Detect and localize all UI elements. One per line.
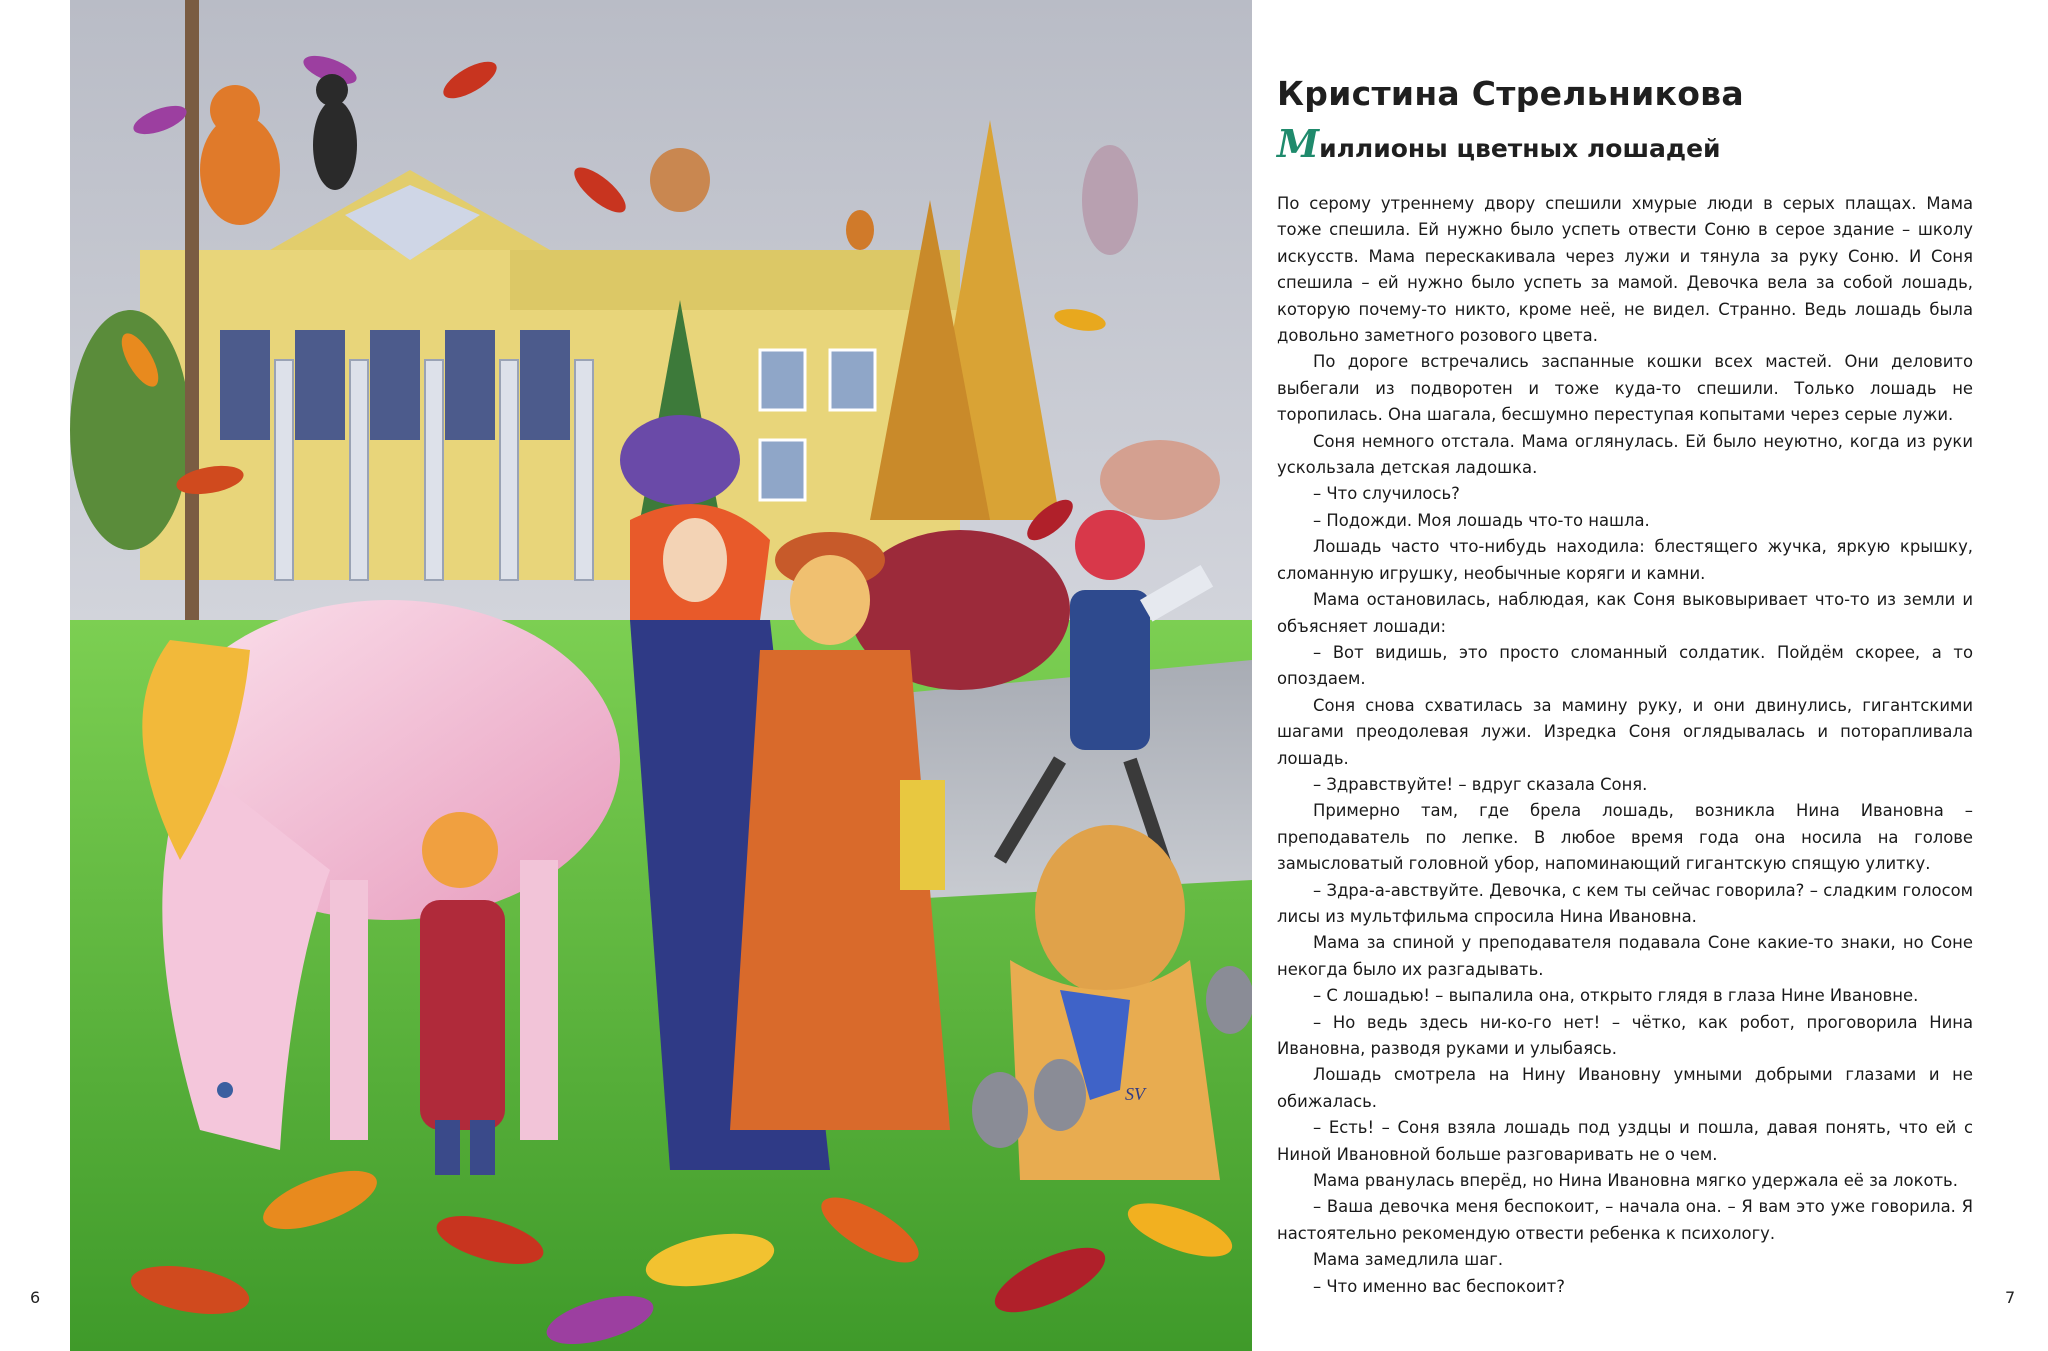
dialogue-line: – Что именно вас беспокоит?	[1313, 1276, 1565, 1296]
paragraph: Примерно там, где брела лошадь, возникла Нина Ивановна – преподаватель по лепке. В любое время года она носила на голове замысловатый головной убор, напоминающий гигантскую спящую улитку.	[1277, 801, 1973, 874]
paragraph: Соня снова схватилась за мамину руку, и они двинулись, гигантскими шагами преодолевая лужи. Изредка Соня оглядывалась и поторапливала лошадь.	[1277, 695, 1973, 768]
paragraph: Соня немного отстала. Мама оглянулась. Ей было неуютно, когда из руки ускользала детская ладошка.	[1277, 431, 1973, 478]
paragraph: Лошадь смотрела на Нину Ивановну умными добрыми глазами и не обижалась.	[1277, 1065, 1973, 1111]
text-column	[1277, 74, 1973, 1300]
paragraph: Мама рванулась вперёд, но Нина Ивановна мягко удержала её за локоть.	[1313, 1171, 1958, 1191]
author-name: Кристина Стрельникова	[1277, 74, 1744, 113]
dialogue-line: – Что случилось?	[1313, 484, 1460, 504]
dialogue-line: – Ваша девочка меня беспокоит, – начала она. – Я вам это уже говорила. Я настоятельно рекомендую отвести ребенка к психологу.	[1277, 1197, 1973, 1243]
paragraph: Мама остановилась, наблюдая, как Соня выковыривает что-то из земли и объясняет лошади:	[1277, 590, 1973, 636]
dialogue-line: – Здра-а-авствуйте. Девочка, с кем ты сейчас говорила? – сладким голосом лисы из мультфильма спросила Нина Ивановна.	[1277, 880, 1973, 926]
illustration	[70, 0, 1252, 1351]
story-body	[1277, 191, 1973, 1300]
dialogue-line: – С лошадью! – выпалила она, открыто глядя в глаза Нине Ивановне.	[1313, 986, 1919, 1006]
dialogue-line: – Подожди. Моя лошадь что-то нашла.	[1313, 510, 1650, 530]
page-number-right: 7	[2005, 1288, 2016, 1307]
illustration-art	[70, 0, 1252, 1351]
page-number-left: 6	[30, 1288, 41, 1307]
paragraph: По серому утреннему двору спешили хмурые люди в серых плащах. Мама тоже спешила. Ей нужно было успеть отвести Соню в серое здание – школу искусств. Мама перескакивала через лужи и тянула за руку Соню. И Соня спешила – ей нужно было успеть за мамой. Девочка вела за собой лошадь, которую почему-то никто, кроме неё, не видел. Странно. Ведь лошадь была довольно заметного розового цвета.	[1277, 194, 1973, 346]
dialogue-line: – Вот видишь, это просто сломанный солдатик. Пойдём скорее, а то опоздаем.	[1277, 642, 1973, 689]
paragraph: Мама за спиной у преподавателя подавала Соне какие-то знаки, но Соне некогда было их разгадывать.	[1277, 933, 1973, 979]
story-title	[1277, 121, 1973, 167]
artist-signature: SV	[1125, 1084, 1145, 1104]
child-soniya	[420, 812, 505, 1175]
title-initial: М	[1277, 121, 1320, 166]
paragraph: Мама замедлила шаг.	[1313, 1250, 1504, 1270]
dialogue-line: – Здравствуйте! – вдруг сказала Соня.	[1313, 774, 1648, 794]
dialogue-line: – Есть! – Соня взяла лошадь под уздцы и пошла, давая понять, что ей с Ниной Ивановной больше разговаривать не о чем.	[1277, 1118, 1973, 1164]
dialogue-line: – Но ведь здесь ни-ко-го нет! – чётко, как робот, проговорила Нина Ивановна, разводя руками и улыбаясь.	[1277, 1012, 1973, 1058]
paragraph: Лошадь часто что-нибудь находила: блестящего жучка, яркую крышку, сломанную игрушку, необычные коряги и камни.	[1277, 537, 1973, 583]
title-rest: иллионы цветных лошадей	[1319, 134, 1721, 163]
paragraph: По дороге встречались заспанные кошки всех мастей. Они деловито выбегали из подворотен и тоже куда-то спешили. Только лошадь не торопилась. Она шагала, бесшумно переступая копытами через серые лужи.	[1277, 352, 1973, 425]
